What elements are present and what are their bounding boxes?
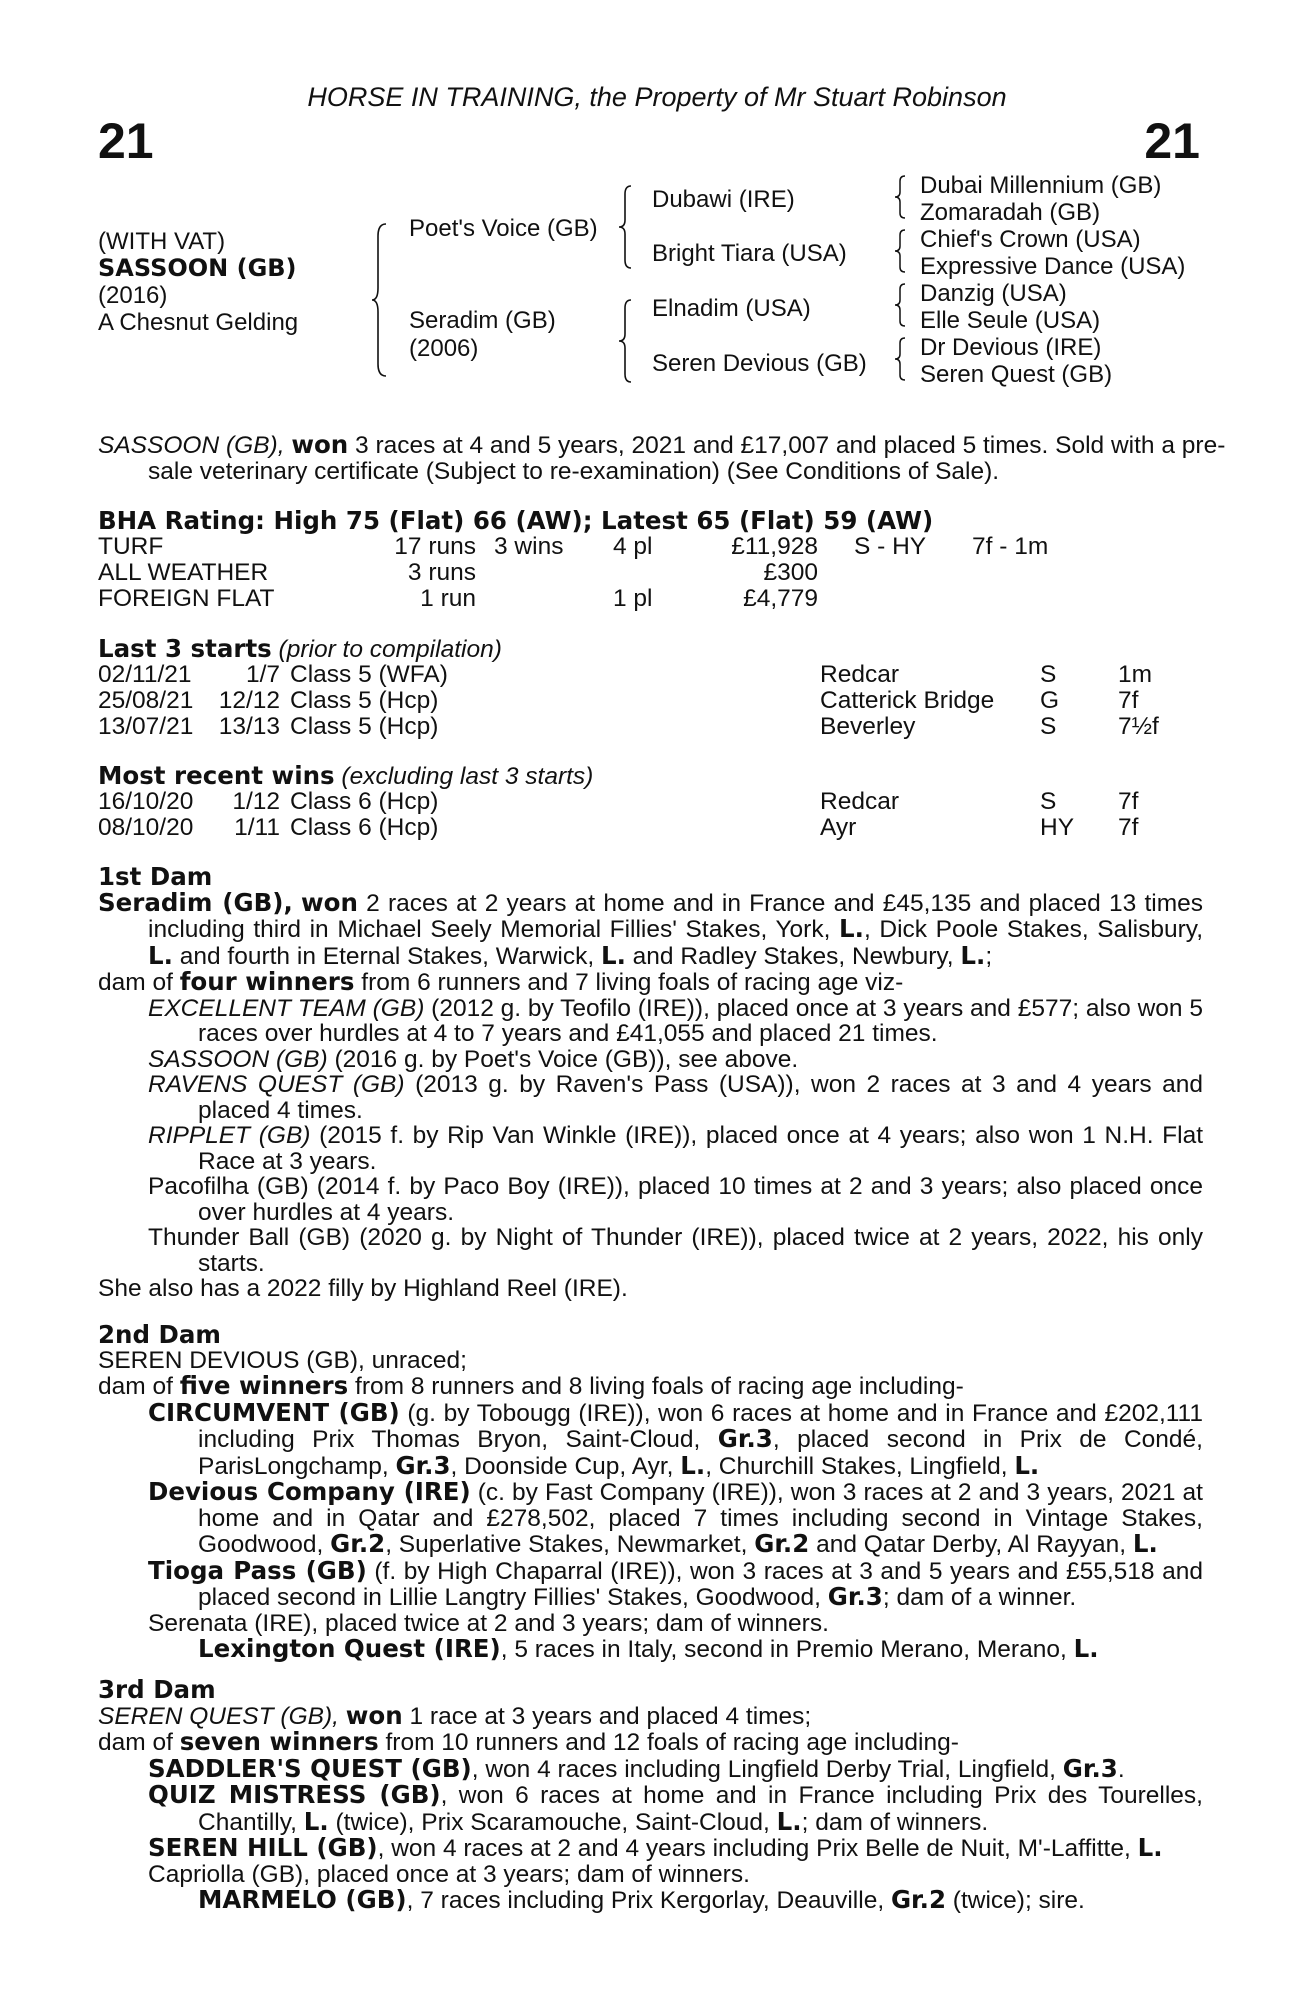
summary-won: won: [291, 430, 349, 459]
produce-item: [148, 1072, 1203, 1123]
produce-intro-rest: from 6 runners and 7 living foals of racing age viz-: [354, 969, 904, 996]
produce-text: Pacofilha (GB) (2014 f. by Paco Boy (IRE)), placed 10 times at 2 and 3 years; also placed once over hurdles at 4 years.: [148, 1173, 1203, 1226]
pedigree-brace-sire: [617, 184, 637, 270]
first-dam-produce-intro: [98, 969, 1203, 996]
produce-item: [148, 1862, 1203, 1888]
win-distance-2: 7f: [1118, 814, 1139, 841]
produce-text: (2016 g. by Poet's Voice (GB)), see above.: [327, 1045, 799, 1073]
third-dam-heading: 3rd Dam: [98, 1675, 216, 1704]
produce-text: and Qatar Derby, Al Rayyan,: [809, 1531, 1133, 1558]
listed-marker: L.: [839, 914, 864, 943]
pedigree-dam: Seradim (GB): [409, 307, 556, 334]
first-dam-text-3: and fourth in Eternal Stakes, Warwick,: [172, 942, 601, 970]
recent-wins-heading: [98, 763, 593, 790]
rating-runs-2: 3 runs: [407, 559, 476, 586]
third-dam-produce-intro: [98, 1729, 1203, 1756]
group-marker: Gr.3: [395, 1450, 451, 1480]
start-class-2: Class 5 (Hcp): [290, 687, 439, 714]
rating-distance-1: 7f - 1m: [972, 533, 1049, 560]
winners-count: four winners: [179, 967, 355, 996]
produce-text: , Superlative Stakes, Newmarket,: [385, 1531, 755, 1558]
rating-prize-3: £4,779: [743, 585, 818, 612]
win-course-2: Ayr: [820, 814, 857, 841]
first-dam-heading: 1st Dam: [98, 862, 213, 891]
produce-name: RAVENS QUEST (GB): [148, 1071, 405, 1098]
horse-summary: [98, 432, 1253, 484]
start-course-1: Redcar: [820, 661, 899, 688]
win-going-2: HY: [1040, 814, 1075, 841]
produce-text: (2013 g. by Raven's Pass (USA)), won 2 races at 3 and 4 years and placed 4 times.: [198, 1071, 1203, 1124]
last-starts-note: (prior to compilation): [271, 636, 502, 663]
produce-text: (2012 g. by Teofilo (IRE)), placed once at 3 years and £577; also won 5 races over hurdles at 4 to 7 years and £41,055 and placed 21 times.: [198, 994, 1203, 1047]
win-distance-1: 7f: [1118, 788, 1139, 815]
recent-wins-title: Most recent wins: [98, 761, 335, 790]
second-dam-produce-intro: [98, 1373, 1203, 1400]
group-marker: Gr.3: [827, 1582, 883, 1611]
pedigree-dam-year: (2006): [409, 335, 479, 362]
start-date-3: 13/07/21: [98, 713, 194, 740]
pedigree-gg-1: Dubai Millennium (GB): [920, 172, 1162, 199]
produce-item: [148, 1555, 1204, 1611]
produce-name: Tioga Pass (GB): [148, 1555, 367, 1585]
win-class-1: Class 6 (Hcp): [290, 788, 439, 815]
start-class-1: Class 5 (WFA): [290, 661, 448, 688]
start-position-2: 12/12: [218, 687, 280, 714]
listed-marker: L.: [680, 1450, 706, 1480]
first-dam-text-5: ;: [985, 942, 993, 970]
dam-of-label: dam of: [98, 1373, 180, 1400]
produce-text: (g. by Tobougg (IRE)), won 6 races at home and in France and £202,111 including Prix Thomas Bryon, Saint-Cloud,: [198, 1399, 1203, 1453]
produce-item: [148, 1835, 1203, 1862]
last-starts-title: Last 3 starts: [98, 634, 272, 663]
rating-going-1: S - HY: [854, 533, 927, 560]
bha-rating-heading: BHA Rating: High 75 (Flat) 66 (AW); Latest 65 (Flat) 59 (AW): [98, 506, 934, 535]
pedigree-brace-gg3: [893, 282, 909, 328]
produce-item: [148, 1611, 1203, 1637]
pedigree-gg-6: Elle Seule (USA): [920, 307, 1101, 334]
lot-number-right: 21: [1144, 113, 1200, 169]
listed-marker: L.: [776, 1806, 802, 1836]
start-position-1: 1/7: [245, 661, 280, 688]
produce-text: ; dam of a winner.: [882, 1584, 1077, 1611]
pedigree-brace-main: [370, 222, 390, 378]
first-dam-text-4: and Radley Stakes, Newbury,: [625, 942, 961, 970]
produce-name: RIPPLET (GB): [148, 1122, 311, 1149]
produce-text: ; dam of winners.: [801, 1808, 989, 1836]
start-course-2: Catterick Bridge: [820, 687, 995, 714]
rating-wins-1: 3 wins: [494, 533, 564, 560]
last-starts-table: [98, 661, 1218, 741]
produce-name: Devious Company (IRE): [148, 1477, 471, 1506]
horse-identity: [98, 228, 298, 336]
produce-item: SADDLER'S QUEST (GB), won 4 races including Lingfield Derby Trial, Lingfield, Gr.3.: [148, 1753, 1125, 1783]
rating-placed-1: 4 pl: [613, 533, 653, 560]
produce-text: Serenata (IRE), placed twice at 2 and 3 years; dam of winners.: [148, 1609, 829, 1637]
pedigree-gg-3: Chief's Crown (USA): [920, 226, 1141, 253]
win-position-1: 1/12: [232, 788, 280, 815]
start-distance-3: 7½f: [1118, 713, 1159, 740]
third-dam-name: SEREN QUEST (GB),: [98, 1702, 339, 1730]
produce-text: Capriolla (GB), placed once at 3 years; dam of winners.: [148, 1860, 750, 1888]
horse-name: SASSOON (GB): [98, 254, 297, 282]
produce-item: [148, 1123, 1203, 1174]
first-dam-name: Seradim (GB),: [98, 887, 293, 917]
start-going-2: G: [1040, 687, 1060, 714]
rating-prize-2: £300: [763, 559, 818, 586]
produce-intro-rest: from 10 runners and 12 foals of racing age including-: [378, 1729, 959, 1756]
produce-item: [148, 1782, 1203, 1835]
pedigree-gg-2: Zomaradah (GB): [920, 199, 1101, 226]
win-class-2: Class 6 (Hcp): [290, 814, 439, 841]
listed-marker: L.: [600, 940, 626, 970]
produce-text: , Churchill Stakes, Lingfield,: [705, 1452, 1015, 1480]
pedigree-brace-gg1: [893, 174, 909, 220]
group-marker: Gr.3: [717, 1424, 773, 1453]
produce-item: [148, 1225, 1203, 1276]
group-marker: Gr.2: [754, 1529, 810, 1558]
rating-surface-2: ALL WEATHER: [98, 559, 269, 586]
produce-text: , won 4 races including Lingfield Derby Trial, Lingfield,: [471, 1755, 1063, 1783]
listed-marker: L.: [960, 940, 986, 970]
dam-of-label: dam of: [98, 1729, 180, 1756]
pedigree-gg-5: Danzig (USA): [920, 280, 1067, 307]
last-starts-heading: [98, 636, 502, 663]
listed-marker: L.: [303, 1806, 329, 1836]
start-going-1: S: [1040, 661, 1057, 688]
produce-sub-item: [198, 1887, 1203, 1914]
pedigree-gg-7: Dr Devious (IRE): [920, 334, 1102, 361]
second-dam-heading: 2nd Dam: [98, 1320, 221, 1349]
horse-year: (2016): [98, 282, 168, 309]
produce-text: (f. by High Chaparral (IRE)), won 3 races at 3 and 5 years and £55,518 and placed second in Lillie Langtry Fillies' Stakes, Goodwood,: [198, 1557, 1204, 1611]
second-dam-intro: SEREN DEVIOUS (GB), unraced;: [98, 1346, 467, 1374]
third-dam-intro: [98, 1700, 1203, 1730]
pedigree-gg-8: Seren Quest (GB): [920, 361, 1113, 388]
third-dam-won: won: [345, 1700, 403, 1730]
winners-count: five winners: [179, 1371, 349, 1400]
produce-text: , 7 races including Prix Kergorlay, Deauville,: [406, 1887, 891, 1914]
pedigree-brace-gg2: [893, 228, 909, 274]
produce-name: QUIZ MISTRESS (GB): [148, 1780, 441, 1809]
recent-wins-note: (excluding last 3 starts): [334, 763, 594, 790]
third-dam-intro-rest: 1 race at 3 years and placed 4 times;: [402, 1702, 812, 1730]
listed-marker: L.: [148, 940, 173, 970]
start-date-2: 25/08/21: [98, 687, 194, 714]
produce-text: Thunder Ball (GB) (2020 g. by Night of Thunder (IRE)), placed twice at 2 years, 2022, his only starts.: [148, 1224, 1203, 1277]
first-dam-section: [98, 864, 1203, 1302]
second-dam-section: [98, 1322, 1203, 1663]
lot-number-left: 21: [98, 113, 154, 169]
pedigree-brace-dam: [617, 298, 637, 384]
pedigree-dam-dam: Seren Devious (GB): [652, 350, 867, 377]
win-position-2: 1/11: [234, 814, 280, 841]
produce-item: [148, 996, 1203, 1047]
horse-description: A Chesnut Gelding: [98, 309, 299, 336]
rating-runs-1: 17 runs: [394, 533, 476, 560]
start-distance-2: 7f: [1118, 687, 1139, 714]
start-position-3: 13/13: [218, 713, 280, 740]
ratings-table: [98, 533, 1218, 613]
pedigree-brace-gg4: [893, 336, 909, 382]
winners-count: seven winners: [179, 1727, 379, 1756]
group-marker: Gr.3: [1062, 1753, 1118, 1783]
produce-text: , Doonside Cup, Ayr,: [450, 1452, 681, 1480]
rating-surface-1: TURF: [98, 533, 164, 560]
produce-text: , placed second in Prix de Condé, ParisLongchamp,: [198, 1426, 1203, 1480]
win-course-1: Redcar: [820, 788, 899, 815]
summary-name: SASSOON (GB),: [98, 432, 285, 459]
pedigree-sire-sire: Dubawi (IRE): [652, 186, 795, 213]
produce-sub-item: [198, 1636, 1203, 1663]
produce-text: (twice), Prix Scaramouche, Saint-Cloud,: [328, 1808, 777, 1836]
start-date-1: 02/11/21: [98, 661, 192, 688]
first-dam-won: won: [300, 887, 358, 917]
summary-text: 3 races at 4 and 5 years, 2021 and £17,007 and placed 5 times. Sold with a pre-sale veterinary certificate (Subject to re-examination) (See Conditions of Sale).: [148, 432, 1226, 485]
group-marker: Gr.2: [330, 1529, 386, 1558]
listed-marker: L.: [1132, 1529, 1158, 1558]
rating-runs-3: 1 run: [420, 585, 476, 612]
first-dam-text-2: , Dick Poole Stakes, Salisbury,: [863, 916, 1204, 943]
listed-marker: L.: [1073, 1634, 1099, 1663]
rating-surface-3: FOREIGN FLAT: [98, 585, 275, 612]
produce-text: , won 4 races at 2 and 4 years including Prix Belle de Nuit, M'-Laffitte,: [377, 1835, 1138, 1862]
first-dam-record: [98, 887, 1204, 970]
produce-name: SADDLER'S QUEST (GB): [148, 1753, 472, 1783]
produce-name: SEREN HILL (GB): [148, 1833, 378, 1862]
produce-text: (c. by Fast Company (IRE)), won 3 races at 2 and 3 years, 2021 at home and in Qatar and £278,502, placed 7 times including second in Vintage Stakes, Goodwood,: [198, 1479, 1203, 1558]
dam-of-label: dam of: [98, 969, 180, 996]
produce-name: CIRCUMVENT (GB): [148, 1397, 400, 1427]
start-distance-1: 1m: [1118, 661, 1153, 688]
listed-marker: L.: [1014, 1450, 1040, 1480]
produce-name: SASSOON (GB): [148, 1045, 328, 1073]
start-course-3: Beverley: [820, 713, 916, 740]
start-class-3: Class 5 (Hcp): [290, 713, 439, 740]
recent-wins-table: [98, 788, 1218, 842]
produce-text: , 5 races in Italy, second in Premio Merano, Merano,: [500, 1636, 1074, 1663]
first-dam-also-note: She also has a 2022 filly by Highland Reel (IRE).: [98, 1275, 628, 1302]
produce-name: EXCELLENT TEAM (GB): [148, 994, 425, 1022]
listed-marker: L.: [1137, 1833, 1163, 1862]
produce-intro-rest: from 8 runners and 8 living foals of racing age including-: [348, 1373, 964, 1400]
pedigree-dam-sire: Elnadim (USA): [652, 295, 811, 322]
page-title: HORSE IN TRAINING, the Property of Mr Stuart Robinson: [307, 82, 1007, 112]
produce-item: [148, 1479, 1203, 1558]
pedigree-gg-4: Expressive Dance (USA): [920, 253, 1186, 280]
produce-item: [148, 1397, 1203, 1480]
start-going-3: S: [1040, 713, 1057, 740]
win-date-1: 16/10/20: [98, 788, 194, 815]
rating-placed-3: 1 pl: [613, 585, 653, 612]
first-dam-text-1: 2 races at 2 years at home and in France and £45,135 and placed 13 times including third in Michael Seely Memorial Fillies' Stakes, York,: [148, 889, 1203, 943]
pedigree-sire: Poet's Voice (GB): [409, 215, 598, 242]
produce-text: (2015 f. by Rip Van Winkle (IRE)), placed once at 4 years; also won 1 N.H. Flat Race at 3 years.: [198, 1122, 1203, 1175]
win-date-2: 08/10/20: [98, 814, 194, 841]
group-marker: Gr.2: [890, 1885, 946, 1914]
third-dam-section: [98, 1677, 1203, 1914]
produce-name: MARMELO (GB): [198, 1885, 407, 1914]
produce-text: (twice); sire.: [946, 1887, 1085, 1914]
pedigree-sire-dam: Bright Tiara (USA): [652, 240, 847, 267]
produce-text: , won 6 races at home and in France including Prix des Tourelles, Chantilly,: [198, 1782, 1203, 1836]
win-going-1: S: [1040, 788, 1057, 815]
produce-item: [148, 1174, 1203, 1225]
produce-item: [148, 1047, 1203, 1073]
pedigree-grandparents: [920, 172, 1185, 388]
produce-name: Lexington Quest (IRE): [198, 1634, 501, 1663]
vat-note: (WITH VAT): [98, 228, 226, 255]
rating-prize-1: £11,928: [731, 533, 818, 560]
